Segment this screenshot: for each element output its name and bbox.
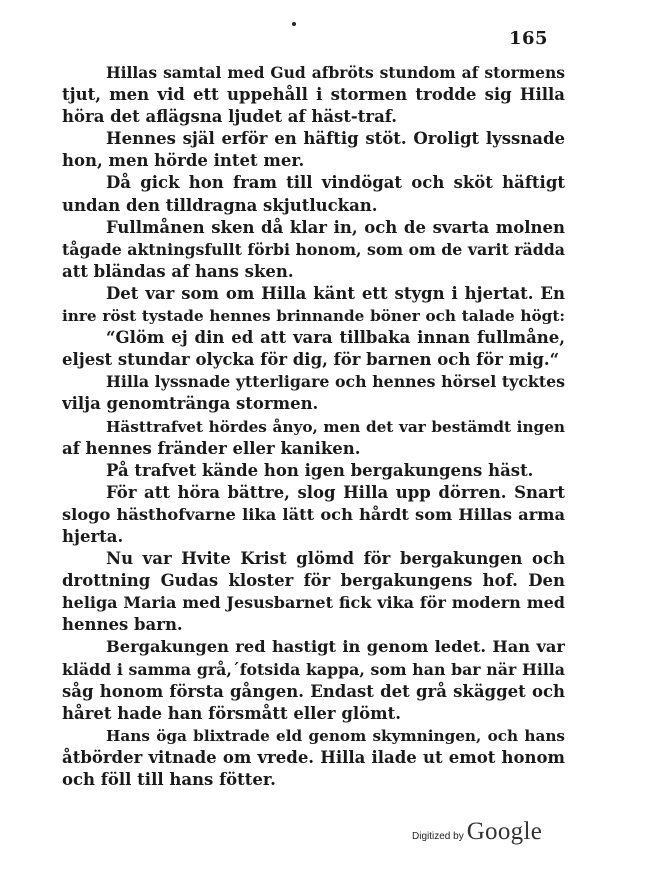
digitization-watermark: [412, 818, 542, 846]
text-line: slogo hästhofvarne lika lätt och hårdt som Hillas arma: [62, 504, 565, 524]
google-logo: Google: [466, 818, 543, 845]
text-line: tågade aktningsfullt förbi honom, som om de varit rädda: [62, 239, 565, 259]
text-line: eljest stundar olycka för dig, för barnen och för mig.“: [62, 350, 560, 370]
text-line: drottning Gudas kloster för bergakungens hof. Den: [62, 571, 565, 591]
text-line: håret hade han försmått eller glömt.: [62, 703, 401, 723]
text-line: heliga Maria med Jesusbarnet fick vika för modern med: [62, 593, 565, 613]
text-line: klädd i samma grå,´fotsida kappa, som han bar när Hilla: [62, 659, 565, 679]
text-line: åtbörder vitnade om vrede. Hilla ilade ut emot honom: [62, 747, 565, 767]
text-line: och föll till hans fötter.: [62, 770, 276, 789]
text-line: Hennes själ erför en häftig stöt. Oroligt lyssnade: [106, 129, 565, 149]
text-line: såg honom första gången. Endast det grå skägget och: [62, 681, 565, 701]
text-line: höra det aflägsna ljudet af häst-traf.: [62, 107, 398, 127]
text-line: vilja genomtränga stormen.: [62, 394, 319, 414]
page-number: 165: [509, 28, 549, 49]
text-line: Bergakungen red hastigt in genom ledet. Han var: [106, 637, 565, 657]
text-line: För att höra bättre, slog Hilla upp dörren. Snart: [106, 482, 565, 502]
text-line: hjerta.: [62, 526, 124, 546]
text-line: Då gick hon fram till vindögat och sköt häftigt: [106, 173, 565, 193]
text-line: af hennes fränder eller kaniken.: [62, 438, 361, 458]
text-line: hennes barn.: [62, 615, 183, 635]
text-line: Det var som om Hilla känt ett stygn i hjertat. En: [106, 283, 565, 303]
text-line: Hästtrafvet hördes ånyo, men det var bestämdt ingen: [106, 417, 565, 436]
text-line: Hans öga blixtrade eld genom skymningen, och hans: [106, 726, 565, 745]
text-line: Fullmånen sken då klar in, och de svarta molnen: [106, 217, 565, 237]
text-line: “Glöm ej din ed att vara tillbaka innan fullmåne,: [106, 328, 565, 348]
text-line: Hillas samtal med Gud afbröts stundom af stormens: [106, 63, 565, 82]
body-text: [62, 62, 565, 791]
text-line: undan den tilldragna skjutluckan.: [62, 195, 378, 215]
text-line: På trafvet kände hon igen bergakungens häst.: [106, 460, 534, 480]
text-line: inre röst tystade hennes brinnande böner och talade högt:: [62, 307, 565, 326]
text-line: Nu var Hvite Krist glömd för bergakungen och: [106, 549, 565, 569]
text-line: hon, men hörde intet mer.: [62, 151, 305, 171]
text-line: Hilla lyssnade ytterligare och hennes hörsel tycktes: [106, 372, 565, 392]
text-line: att bländas af hans sken.: [62, 261, 294, 281]
ink-mark: [292, 22, 296, 26]
digitized-by-label: Digitized by: [412, 831, 464, 842]
text-line: tjut, men vid ett uppehåll i stormen trodde sig Hilla: [62, 85, 565, 105]
